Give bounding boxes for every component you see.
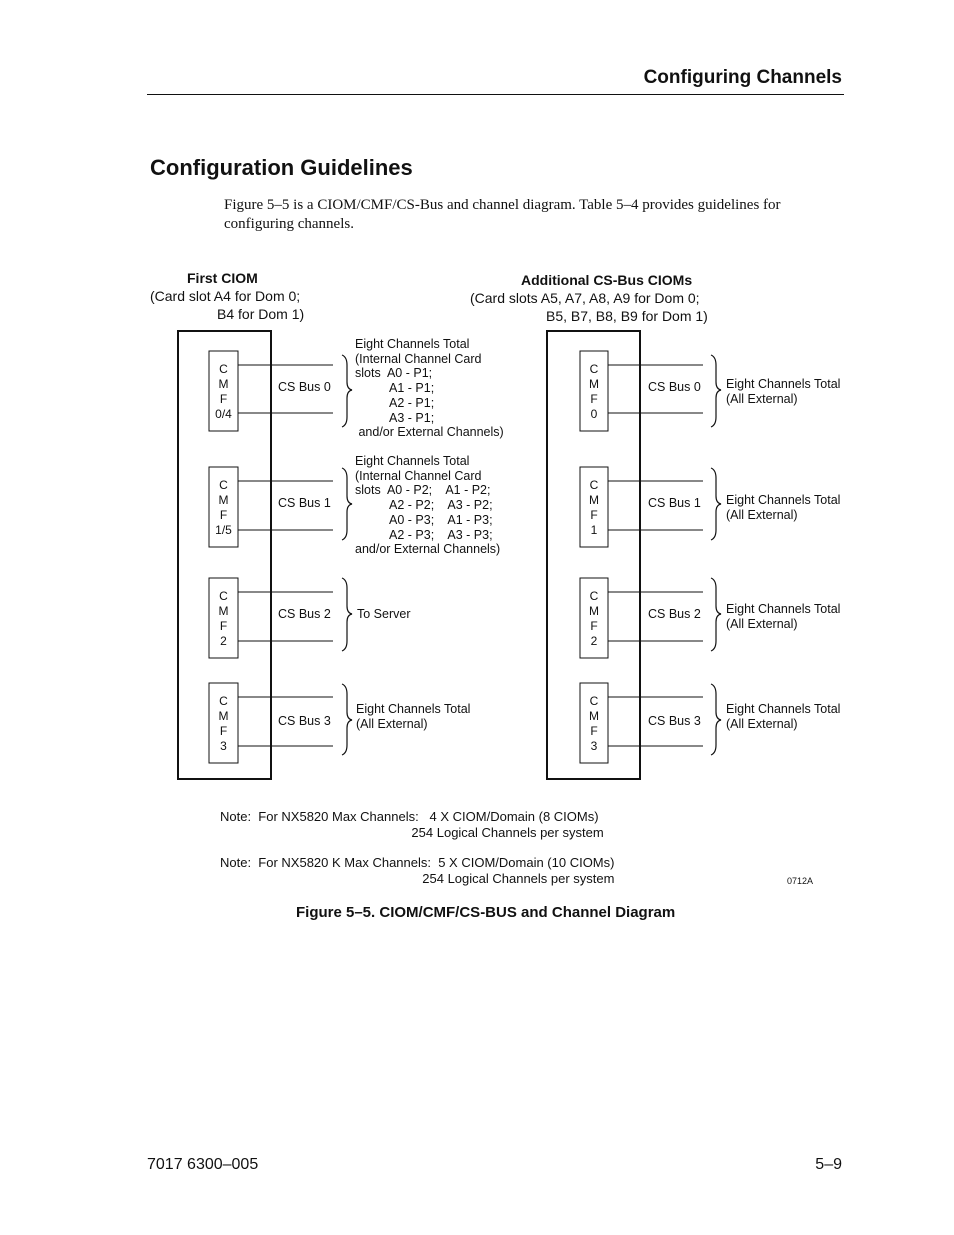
- intro-paragraph: Figure 5–5 is a CIOM/CMF/CS-Bus and channel diagram. Table 5–4 provides guidelines for configuring channels.: [224, 197, 781, 232]
- channel-description: Eight Channels Total (All External): [726, 377, 841, 406]
- bus-label: CS Bus 2: [278, 607, 331, 621]
- channel-description: Eight Channels Total (All External): [726, 493, 841, 522]
- figure-code: 0712A: [787, 876, 814, 886]
- note-max-channels: Note: For NX5820 Max Channels: 4 X CIOM/Domain (8 CIOMs) 254 Logical Channels per system: [220, 809, 604, 840]
- channel-description: Eight Channels Total (All External): [726, 702, 841, 731]
- cmf-label: C M F 1/5: [215, 478, 232, 537]
- channel-description: Eight Channels Total (Internal Channel Card slots A0 - P2; A1 - P2; A2 - P2; A3 - P2; A0 - P3; A1 - P3; A2 - P3; A3 - P3; and/or External Channels): [355, 454, 501, 557]
- channel-description: Eight Channels Total (All External): [356, 702, 471, 731]
- running-header: Configuring Channels: [643, 67, 842, 88]
- bus-label: CS Bus 1: [648, 496, 701, 510]
- cmf-label: C M F 3: [218, 694, 229, 753]
- bus-label: CS Bus 2: [648, 607, 701, 621]
- note-k-max-channels: Note: For NX5820 K Max Channels: 5 X CIOM/Domain (10 CIOMs) 254 Logical Channels per system: [220, 855, 615, 886]
- cmf-label: C M F 2: [218, 589, 229, 648]
- first-ciom-sub1: (Card slot A4 for Dom 0;: [150, 288, 301, 304]
- first-ciom-sub2: B4 for Dom 1): [217, 306, 305, 322]
- cmf-label: C M F 2: [589, 589, 599, 648]
- cmf-label: C M F 0: [589, 362, 599, 421]
- braces-right: [711, 355, 721, 755]
- additional-cioms-sub1: (Card slots A5, A7, A8, A9 for Dom 0;: [470, 290, 700, 306]
- cmf-label: C M F 3: [589, 694, 599, 753]
- bus-lines-right: [608, 365, 703, 746]
- section-title: Configuration Guidelines: [150, 155, 413, 180]
- figure-caption: Figure 5–5. CIOM/CMF/CS-BUS and Channel Diagram: [296, 904, 676, 921]
- bus-label: CS Bus 0: [648, 380, 701, 394]
- bus-label: CS Bus 0: [278, 380, 331, 394]
- braces-left: [342, 355, 352, 755]
- channel-description: To Server: [357, 607, 411, 621]
- footer-doc-number: 7017 6300–005: [147, 1156, 259, 1173]
- first-ciom-title: First CIOM: [187, 270, 258, 286]
- channel-description: Eight Channels Total (Internal Channel Card slots A0 - P1; A1 - P1; A2 - P1; A3 - P1; and/or External Channels): [355, 337, 504, 440]
- bus-label: CS Bus 1: [278, 496, 331, 510]
- additional-cioms-title: Additional CS-Bus CIOMs: [521, 272, 693, 288]
- bus-label: CS Bus 3: [648, 714, 701, 728]
- cmf-label: C M F 1: [589, 478, 599, 537]
- channel-description: Eight Channels Total (All External): [726, 602, 841, 631]
- footer-page-number: 5–9: [815, 1156, 842, 1173]
- bus-label: CS Bus 3: [278, 714, 331, 728]
- cmf-label: C M F 0/4: [215, 362, 232, 421]
- bus-lines-left: [238, 365, 333, 746]
- additional-cioms-sub2: B5, B7, B8, B9 for Dom 1): [546, 308, 708, 324]
